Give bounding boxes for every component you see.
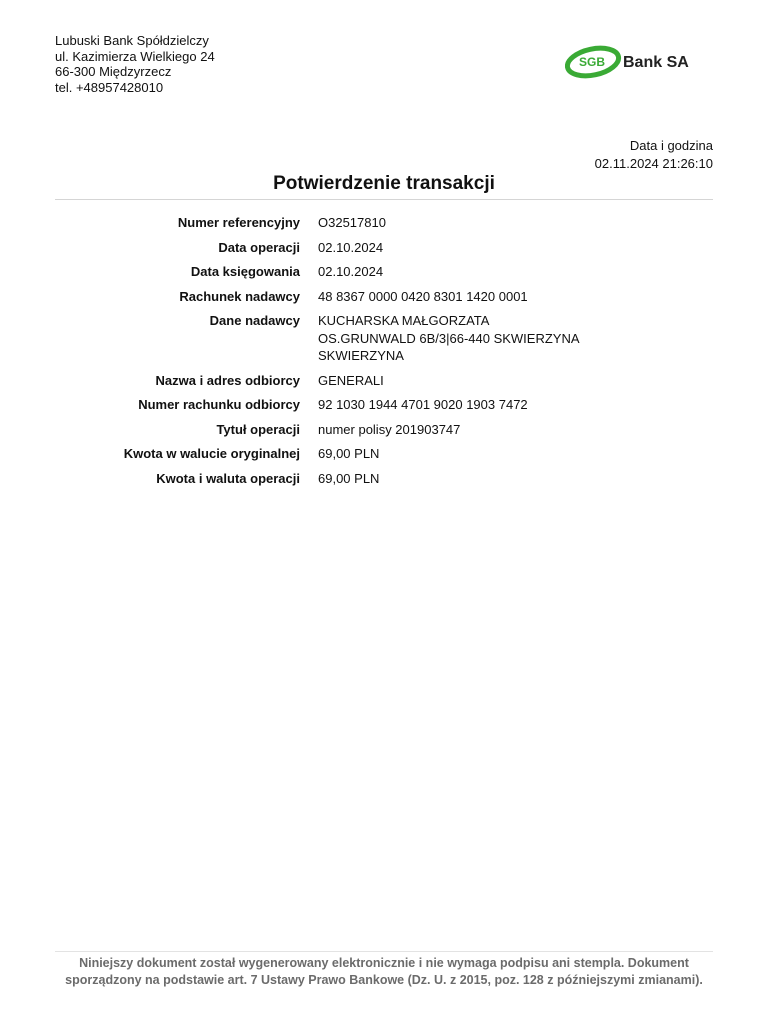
- transaction-details: [0, 214, 768, 494]
- detail-value-line: GENERALI: [318, 372, 384, 388]
- detail-label: Numer referencyjny: [177, 215, 300, 230]
- detail-value-line: 02.10.2024: [318, 239, 384, 255]
- logo-brand-text: Bank SA: [623, 54, 689, 71]
- detail-row: [0, 396, 768, 414]
- bank-phone: tel. +48957428010: [55, 79, 164, 95]
- detail-value-line: OS.GRUNWALD 6B/3|66-440 SKWIERZYNA: [318, 330, 580, 346]
- detail-value-line: KUCHARSKA MAŁGORZATA: [318, 313, 490, 328]
- detail-label: Nazwa i adres odbiorcy: [155, 372, 300, 388]
- detail-value: [318, 372, 718, 390]
- detail-value: [318, 396, 718, 414]
- footer-line-1: Niniejszy dokument został wygenerowany elektronicznie i nie wymaga podpisu ani stempla. Dokument: [79, 956, 689, 970]
- footer-divider: [55, 951, 713, 952]
- detail-value: [318, 239, 718, 257]
- detail-value: [318, 312, 718, 365]
- detail-value: [318, 421, 718, 439]
- sgb-bank-logo: [565, 43, 705, 83]
- footer-line-2: sporządzony na podstawie art. 7 Ustawy Prawo Bankowe (Dz. U. z 2015, poz. 128 z późniejszymi zmianami).: [65, 972, 703, 987]
- detail-value-line: O32517810: [318, 215, 386, 230]
- logo-mark-text: SGB: [578, 55, 606, 69]
- detail-row: [0, 445, 768, 463]
- datetime-label: Data i godzina: [629, 138, 713, 153]
- detail-value: [318, 263, 718, 281]
- detail-row: [0, 372, 768, 390]
- detail-row: [0, 288, 768, 306]
- detail-value-line: 69,00 PLN: [318, 446, 380, 461]
- detail-label: Data księgowania: [190, 264, 300, 279]
- detail-value: [318, 445, 718, 463]
- detail-label: Rachunek nadawcy: [179, 288, 300, 304]
- detail-label: Tytuł operacji: [216, 421, 300, 437]
- bank-street: ul. Kazimierza Wielkiego 24: [55, 48, 215, 64]
- detail-row: [0, 263, 768, 281]
- detail-label: Kwota i waluta operacji: [156, 470, 300, 486]
- detail-row: [0, 312, 768, 365]
- bank-name: Lubuski Bank Spółdzielczy: [55, 33, 209, 48]
- detail-row: [0, 239, 768, 257]
- detail-label: Kwota w walucie oryginalnej: [123, 446, 300, 461]
- detail-value-line: 48 8367 0000 0420 8301 1420 0001: [318, 288, 528, 304]
- detail-value-line: numer polisy 201903747: [318, 421, 461, 437]
- detail-value-line: 92 1030 1944 4701 9020 1903 7472: [318, 397, 528, 412]
- detail-value-line: 69,00 PLN: [318, 470, 380, 486]
- detail-value-line: SKWIERZYNA: [318, 348, 404, 363]
- detail-row: [0, 421, 768, 439]
- bank-city: 66-300 Międzyrzecz: [55, 64, 172, 79]
- detail-label: Data operacji: [218, 239, 300, 255]
- title-divider: [55, 199, 713, 200]
- detail-row: [0, 214, 768, 232]
- detail-row: [0, 470, 768, 488]
- detail-value: [318, 470, 718, 488]
- detail-label: Numer rachunku odbiorcy: [138, 397, 300, 412]
- detail-value: [318, 214, 718, 232]
- footer-note: [55, 955, 713, 988]
- document-datetime: [595, 137, 713, 172]
- detail-value-line: 02.10.2024: [318, 264, 384, 279]
- sgb-logo-icon: [565, 43, 705, 83]
- page-title: Potwierdzenie transakcji: [273, 173, 495, 194]
- bank-address: [55, 33, 215, 95]
- detail-value: [318, 288, 718, 306]
- datetime-value: 02.11.2024 21:26:10: [594, 155, 713, 171]
- detail-label: Dane nadawcy: [209, 313, 300, 328]
